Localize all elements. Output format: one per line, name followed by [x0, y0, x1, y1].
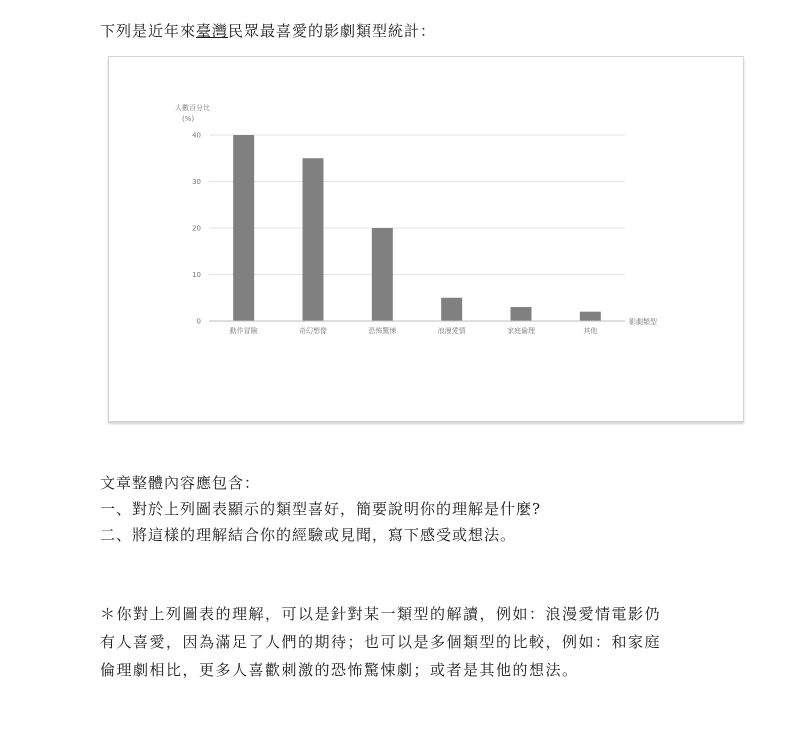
- x-tick-label: 浪漫愛情: [437, 327, 466, 335]
- x-tick-label: 其他: [583, 327, 598, 335]
- bar: [303, 158, 324, 321]
- chart-svg: [109, 57, 743, 421]
- intro-suffix: 民眾最喜愛的影劇類型統計：: [228, 22, 437, 40]
- bar: [441, 298, 462, 321]
- instruction-item-1: 一、對於上列圖表顯示的類型喜好，簡要說明你的理解是什麼?: [100, 500, 542, 518]
- x-tick-label: 家庭倫理: [507, 327, 535, 335]
- bar: [511, 307, 532, 321]
- y-tick-label: 20: [192, 224, 201, 233]
- note-line-2: 有人喜愛，因為滿足了人們的期待；也可以是多個類型的比較，例如：和家庭: [100, 633, 662, 651]
- bar: [233, 135, 254, 321]
- bar: [372, 228, 393, 321]
- intro-prefix: 下列是近年來: [100, 22, 197, 40]
- y-tick-label: 30: [192, 178, 201, 186]
- intro-underlined-word: 臺灣: [196, 22, 229, 40]
- x-tick-label: 恐怖驚悚: [368, 327, 397, 335]
- note-line-1: ＊你對上列圖表的理解，可以是針對某一類型的解讀，例如：浪漫愛情電影仍: [100, 605, 662, 623]
- note: [100, 600, 720, 684]
- y-tick-label: 10: [192, 271, 201, 279]
- instruction-item-2: 二、將這樣的理解結合你的經驗或見聞，寫下感受或想法。: [100, 526, 517, 544]
- instructions: [100, 470, 541, 548]
- bar-chart: [108, 56, 744, 422]
- y-tick-label: 40: [192, 131, 201, 140]
- note-line-3: 倫理劇相比，更多人喜歡刺激的恐怖驚悚劇；或者是其他的想法。: [100, 661, 579, 679]
- intro-sentence: [100, 20, 436, 41]
- y-axis-unit-label: (%): [182, 115, 195, 123]
- x-axis-label: 影劇類型: [629, 318, 657, 326]
- instructions-heading: 文章整體內容應包含：: [100, 474, 261, 492]
- x-tick-label: 奇幻想像: [299, 327, 327, 335]
- chart-grid: [209, 135, 625, 275]
- y-axis-label: 人數百分比: [175, 104, 210, 112]
- x-tick-label: 動作冒險: [229, 327, 258, 335]
- bar: [580, 312, 601, 321]
- y-tick-label: 0: [196, 317, 201, 326]
